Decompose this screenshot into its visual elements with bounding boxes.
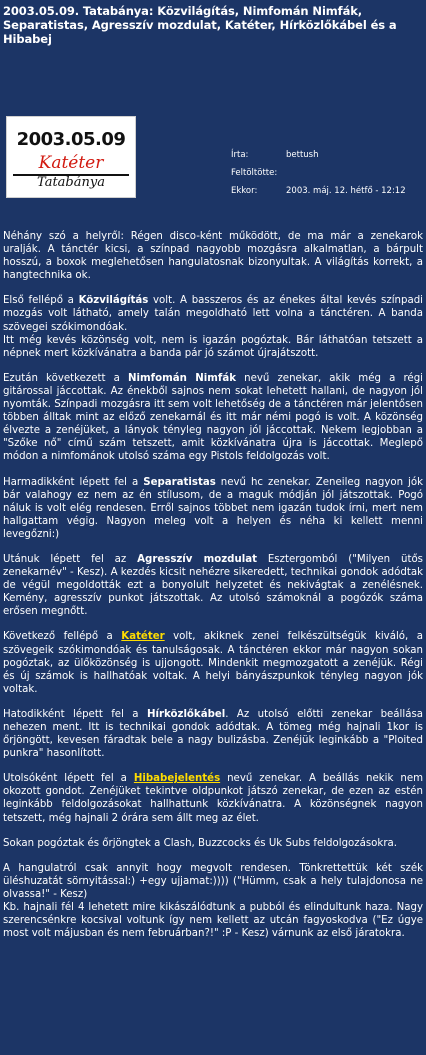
kateter-link[interactable]: Katéter <box>121 631 165 643</box>
band-name: Hírközlőkábel <box>146 708 226 720</box>
text: Következő fellépő a <box>3 631 122 643</box>
paragraph-separatistas <box>3 476 423 541</box>
paragraph-hirkozlokabel <box>3 708 423 760</box>
text: volt, akiknek zenei felkészültségük kiváló, a szövegeik szókimondóak és tanulságosak. A tánctéren ekkor már nagyon sokan pogóztak, az ülőközönség is ujjongott. Mindenkit megmozgatott a zenéjük. Régi és új számok is hallhatóak voltak. A helyi bányászpunkok tényleg nagyon jók voltak. <box>3 631 423 695</box>
meta-label: Feltöltötte: <box>231 168 278 178</box>
paragraph-kozvilagitas <box>3 294 423 359</box>
paragraph-venue: Néhány szó a helyről: Régen disco-ként működött, de ma már a zenekarok uralják. A tánctér kicsi, a színpad nagyobb mozgásra alkalmatlan, a bárpult hosszú, a boxok meglehetősen hangulatosnak bizonyultak. A világítás korrekt, a hangtechnika ok. <box>3 231 423 282</box>
text: nevű zenekar. A beállás nekik nem okozott gondot. Zenéjüket tekintve oldpunkot játszó zenekar, de ezen az estén leginkább feldolgozásokat hallhattunk közkívánatra. A közönségnek nagyon tetszett, még hajnali 2 órára sem állt meg az élet. <box>3 773 424 824</box>
paragraph-kateter <box>3 630 423 695</box>
meta-label: Ekkor: <box>231 186 258 196</box>
band-name: Separatistas <box>143 476 216 488</box>
paragraph-atmosphere <box>3 862 423 941</box>
text: nevű hc zenekar. Zeneileg nagyon jók bár valahogy ez nem az én stílusom, de a maguk módján jól játszottak. Pogó náluk is volt elég rendesen. Erről sajnos többet nem igazán tudok írni, mert nem hallgattam végig. Nagyon meleg volt a helyen és néha ki kellett menni levegőzni:) <box>3 476 423 540</box>
text: Ezután következett a <box>3 372 129 384</box>
text: Harmadikként lépett fel a <box>3 476 144 488</box>
meta-value: bettush <box>286 150 319 160</box>
paragraph-nimfoman <box>3 372 423 464</box>
text: Esztergomból ("Milyen ütős zenekarnév" - Kesz). A kezdés kicsit nehézre sikeredett, technikai gondok adódtak de végül megoldották ezt a bonyolult helyzetet és nekivágtak a zenélésnek. Kemény, agresszív punkot játszottak. Az utolsó számoknál a pogózók száma erősen megnőtt. <box>3 553 423 618</box>
paragraph-covers: Sokan pogóztak és őrjöngtek a Clash, Buzzcocks és Uk Subs feldolgozásokra. <box>3 837 397 849</box>
logo-date: 2003.05.09 <box>16 129 126 150</box>
band-name: Nimfomán Nimfák <box>128 372 236 384</box>
text: Kb. hajnali fél 4 lehetett mire kikászálódtunk a pubból és elindultunk haza. Nagy szerencsénkre kocsival voltunk így nem kellett az utcán fagyoskodva ("Ez úgye most volt májusban és nem februárban?!" :P - Kesz) várnunk az első járatokra. <box>3 902 423 940</box>
text: Hatodikként lépett fel a <box>3 708 147 720</box>
paragraph-hibabejelentes <box>3 772 423 824</box>
hibabejelentes-link[interactable]: Hibabejelentés <box>133 773 221 785</box>
meta-value: 2003. máj. 12. hétfő - 12:12 <box>286 186 406 196</box>
band-name: Agresszív mozdulat <box>137 553 257 565</box>
text: A hangulatról csak annyit hogy megvolt rendesen. Tönkrettettük két szék üléshuzatát sörnyitással:) +egy ujjamat:)))) ("Hümm, csak a hely tulajdonosa ne olvassa!" - Kesz) <box>3 862 423 900</box>
logo-place: Tatabánya <box>37 175 105 190</box>
article-body <box>0 230 426 940</box>
article-header <box>3 46 423 196</box>
text: volt. A basszeros és az énekes által kevés színpadi mozgás volt látható, amely talán megoldható lett volna a tánctéren. A banda szövegei szókimondóak. <box>3 295 424 333</box>
text: Első fellépő a <box>3 295 79 307</box>
band-name: Közvilágítás <box>78 295 149 307</box>
text: . Az utolsó előtti zenekar beállása nehezen ment. Itt is technikai gondok adódtak. A tömeg még hajnali 1kor is őrjöngött, kevesen fáradtak bele a nagy bulizásba. Zenéjük leginkább a "Ploited punkra" hasonlított. <box>3 708 423 760</box>
text: Utolsóként lépett fel a <box>3 773 134 785</box>
article-meta <box>231 146 406 200</box>
text: Utánuk lépett fel az <box>3 553 138 565</box>
text: Itt még kevés közönség volt, nem is igazán pogóztak. Bár láthatóan tetszett a népnek mert közkívánatra a banda pár jó számot újrajátszott. <box>3 334 423 359</box>
logo-band-name: Katéter <box>38 153 104 173</box>
meta-uploader-row <box>231 164 406 182</box>
meta-author-row <box>231 146 406 164</box>
meta-label: Írta: <box>231 150 249 160</box>
band-logo <box>6 116 136 198</box>
meta-date-row <box>231 182 406 200</box>
text: nevű zenekar, akik még a régi gitárossal jáccottak. Az énekből sajnos nem sokat lehetett hallani, de nagyon jól nyomták. Színpadi mozgásra itt sem volt lehetőség de a tánctéren már jelentősen többen álltak mint az előző zenekarnál és itt már némi pogó is volt. A közönség élvezte a zenéjüket, a lányok tényleg nagyon jól jáccottak. Nekem legjobban a "Szőke nő" című szám tetszett, amit közkívánatra újra is jáccottak. Meglepő módon a nimfománok utolsó száma egy Pistols feldolgozás volt. <box>3 372 423 463</box>
paragraph-agressziv <box>3 553 423 618</box>
article-title: 2003.05.09. Tatabánya: Közvilágítás, Nimfomán Nimfák, Separatistas, Agresszív mozdulat, Katéter, Hírközlőkábel és a Hibabej <box>3 4 397 46</box>
